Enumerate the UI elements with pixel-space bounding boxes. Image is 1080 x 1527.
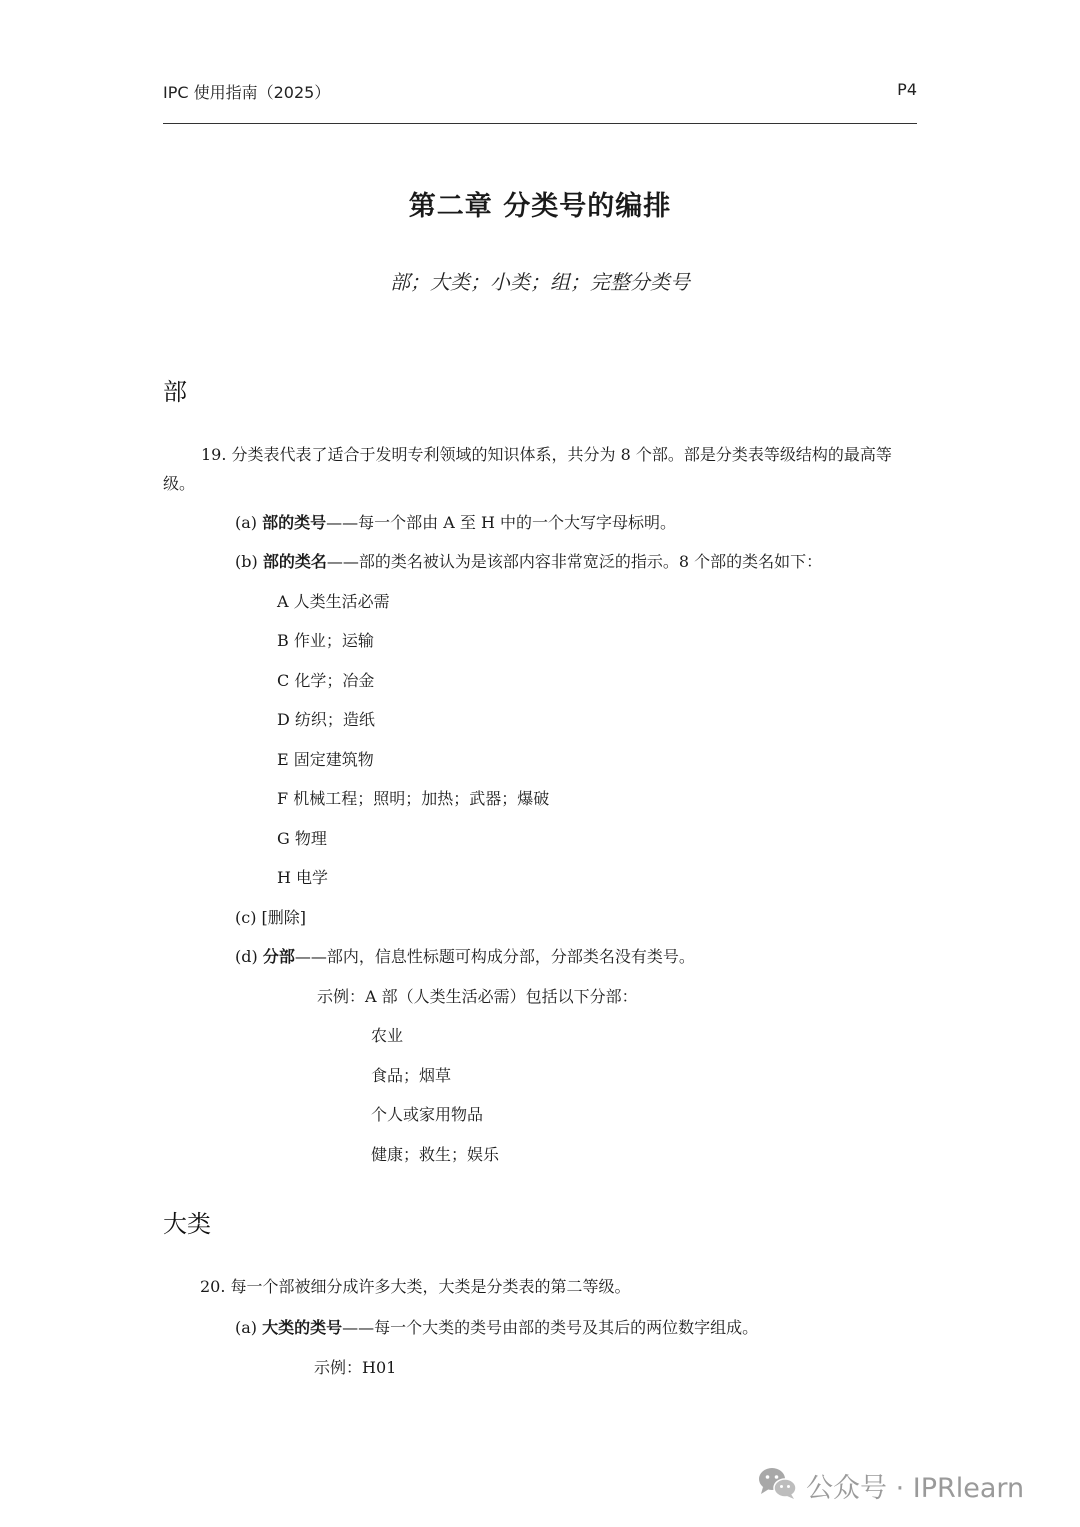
page-number: P4 [897, 80, 917, 99]
section-list-item: E 固定建筑物 [277, 750, 374, 769]
section-list-item: F 机械工程；照明；加热；武器；爆破 [277, 789, 550, 808]
item-b-text: ——部的类名被认为是该部内容非常宽泛的指示。8 个部的类名如下： [326, 552, 823, 571]
header-rule [163, 123, 917, 124]
section-list-item: A 人类生活必需 [277, 592, 390, 611]
item-2a-term: 大类的类号 [262, 1318, 343, 1337]
section-list-item: B 作业；运输 [277, 631, 374, 650]
subsection-item: 个人或家用物品 [371, 1105, 484, 1124]
chapter-title: 第二章 分类号的编排 [408, 191, 672, 222]
chapter-subtitle: 部；大类；小类；组；完整分类号 [390, 270, 690, 294]
paragraph-19-text: 19. 分类表代表了适合于发明专利领域的知识体系，共分为 8 个部。部是分类表等级结构的最高等级。 [163, 445, 892, 493]
item-d-term: 分部 [262, 947, 295, 966]
item-d-text: ——部内，信息性标题可构成分部，分部类名没有类号。 [294, 947, 695, 966]
item-2a-text: ——每一个大类的类号由部的类号及其后的两位数字组成。 [342, 1318, 759, 1337]
paragraph-19 [163, 440, 918, 498]
item-a-text: ——每一个部由 A 至 H 中的一个大写字母标明。 [326, 513, 676, 532]
section-list-item: G 物理 [277, 829, 327, 848]
item-a-term: 部的类号 [262, 513, 327, 532]
item-b-label: (b) [235, 552, 258, 571]
section-heading-dalei: 大类 [163, 1210, 211, 1238]
example-h01: 示例：H01 [314, 1358, 397, 1377]
section-list-item: D 纺织；造纸 [277, 710, 375, 729]
subsection-item: 食品；烟草 [371, 1066, 452, 1085]
item-b-term: 部的类名 [262, 552, 327, 571]
section-list-item: H 电学 [277, 868, 329, 887]
section-list-item: C 化学；冶金 [277, 671, 375, 690]
watermark-text: 公众号 · IPRlearn [806, 1473, 1025, 1504]
subsection-item: 农业 [371, 1026, 404, 1045]
wechat-icon [757, 1465, 799, 1501]
item-d [235, 942, 695, 971]
header-title: IPC 使用指南（2025） [163, 83, 331, 102]
section-heading-bu: 部 [163, 378, 187, 406]
item-d-label: (d) [235, 947, 258, 966]
item-b [235, 547, 822, 576]
subsection-item: 健康；救生；娱乐 [371, 1145, 500, 1164]
item-a-label: (a) [235, 513, 258, 532]
item-2a [235, 1313, 758, 1342]
item-2a-label: (a) [235, 1318, 258, 1337]
item-a [235, 508, 676, 537]
item-c: (c) [删除] [235, 908, 307, 927]
example-intro: 示例：A 部（人类生活必需）包括以下分部： [317, 987, 638, 1006]
paragraph-20: 20. 每一个部被细分成许多大类，大类是分类表的第二等级。 [200, 1277, 631, 1296]
